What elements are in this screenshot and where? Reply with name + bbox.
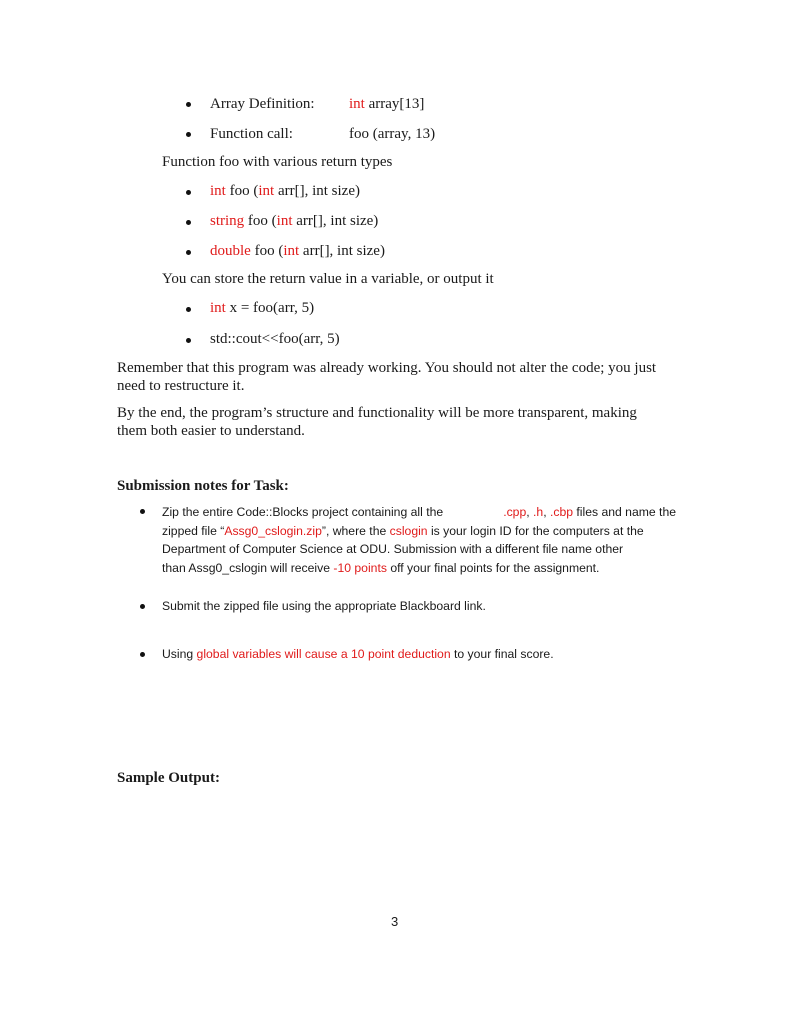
zip-filename: Assg0_cslogin.zip [224, 523, 322, 538]
globals-warning: global variables will cause a 10 point deduction [196, 647, 451, 661]
bullet-dot [186, 102, 191, 107]
end-paragraph [117, 404, 637, 440]
code-text: arr[], int size) [299, 243, 385, 259]
sample-output-heading: Sample Output: [117, 770, 220, 786]
text: to your final score. [450, 647, 554, 661]
store-example-output [210, 331, 340, 348]
submission-submit-item: Submit the zipped file using the appropriate Blackboard link. [162, 599, 486, 613]
paragraph-line: By the end, the program’s structure and functionality will be more transparent, making [117, 405, 637, 421]
bullet-dot [186, 307, 191, 312]
code-text: arr[], int size) [292, 213, 379, 229]
remember-paragraph [117, 359, 656, 395]
code-text: foo ( [250, 243, 284, 259]
code-text: foo ( [244, 213, 277, 229]
points-penalty: -10 points [333, 560, 387, 575]
submission-globals-item [162, 647, 554, 661]
return-types-intro: Function foo with various return types [162, 154, 393, 170]
text [503, 503, 676, 522]
zip-line-1 [162, 503, 676, 522]
zip-line-2 [162, 522, 676, 541]
bullet-dot [140, 652, 145, 657]
code-text: std::cout<<foo(arr, 5) [210, 331, 340, 347]
bullet-dot [186, 250, 191, 255]
ext-cpp: .cpp [503, 505, 527, 519]
keyword: int [276, 213, 293, 229]
zip-line-3: Department of Computer Science at ODU. Submission with a different file name other [162, 542, 624, 556]
array-def-code [349, 96, 424, 113]
paragraph-line: need to restructure it. [117, 378, 245, 394]
code-text: array[13] [364, 96, 425, 112]
paragraph-line: them both easier to understand. [117, 423, 305, 439]
keyword: int [258, 183, 275, 199]
text: off your final points for the assignment. [386, 560, 600, 575]
keyword: string [210, 213, 245, 229]
code-text: foo ( [225, 183, 259, 199]
store-intro: You can store the return value in a variable, or output it [162, 271, 494, 287]
bullet-dot [140, 604, 145, 609]
bullet-dot [186, 220, 191, 225]
return-type-string [210, 213, 378, 230]
return-type-double [210, 243, 385, 260]
bullet-dot [140, 509, 145, 514]
page-number: 3 [391, 914, 399, 929]
bullet-dot [186, 190, 191, 195]
code-text: arr[], int size) [274, 183, 360, 199]
text: , [526, 505, 534, 519]
keyword: int [283, 243, 300, 259]
text: files and name the [573, 505, 676, 519]
bullet-dot [186, 338, 191, 343]
text: Using [162, 647, 197, 661]
ext-cbp: .cbp [549, 505, 574, 519]
function-call-label: Function call: [210, 126, 293, 142]
text: than Assg0_cslogin will receive [162, 560, 334, 575]
text: ”, where the [321, 523, 390, 538]
text: zipped file “ [162, 523, 225, 538]
paragraph-line: Remember that this program was already working. You should not alter the code; you just [117, 360, 657, 376]
array-def-label: Array Definition: [210, 96, 315, 112]
text: , [543, 505, 550, 519]
store-example-variable [210, 300, 314, 317]
code-text: x = foo(arr, 5) [225, 300, 315, 316]
keyword: double [210, 243, 251, 259]
cslogin-term: cslogin [389, 523, 428, 538]
return-type-int [210, 183, 360, 200]
ext-h: .h [533, 505, 544, 519]
text: is your login ID for the computers at the [427, 523, 644, 538]
submission-heading: Submission notes for Task: [117, 478, 289, 494]
keyword-int: int [210, 300, 226, 316]
bullet-dot [186, 132, 191, 137]
zip-line-4 [162, 559, 676, 578]
keyword-int: int [349, 96, 365, 112]
text: Zip the entire Code::Blocks project containing all the [162, 505, 447, 519]
function-call-code: foo (array, 13) [349, 126, 436, 142]
submission-zip-item [162, 503, 676, 577]
keyword: int [210, 183, 226, 199]
